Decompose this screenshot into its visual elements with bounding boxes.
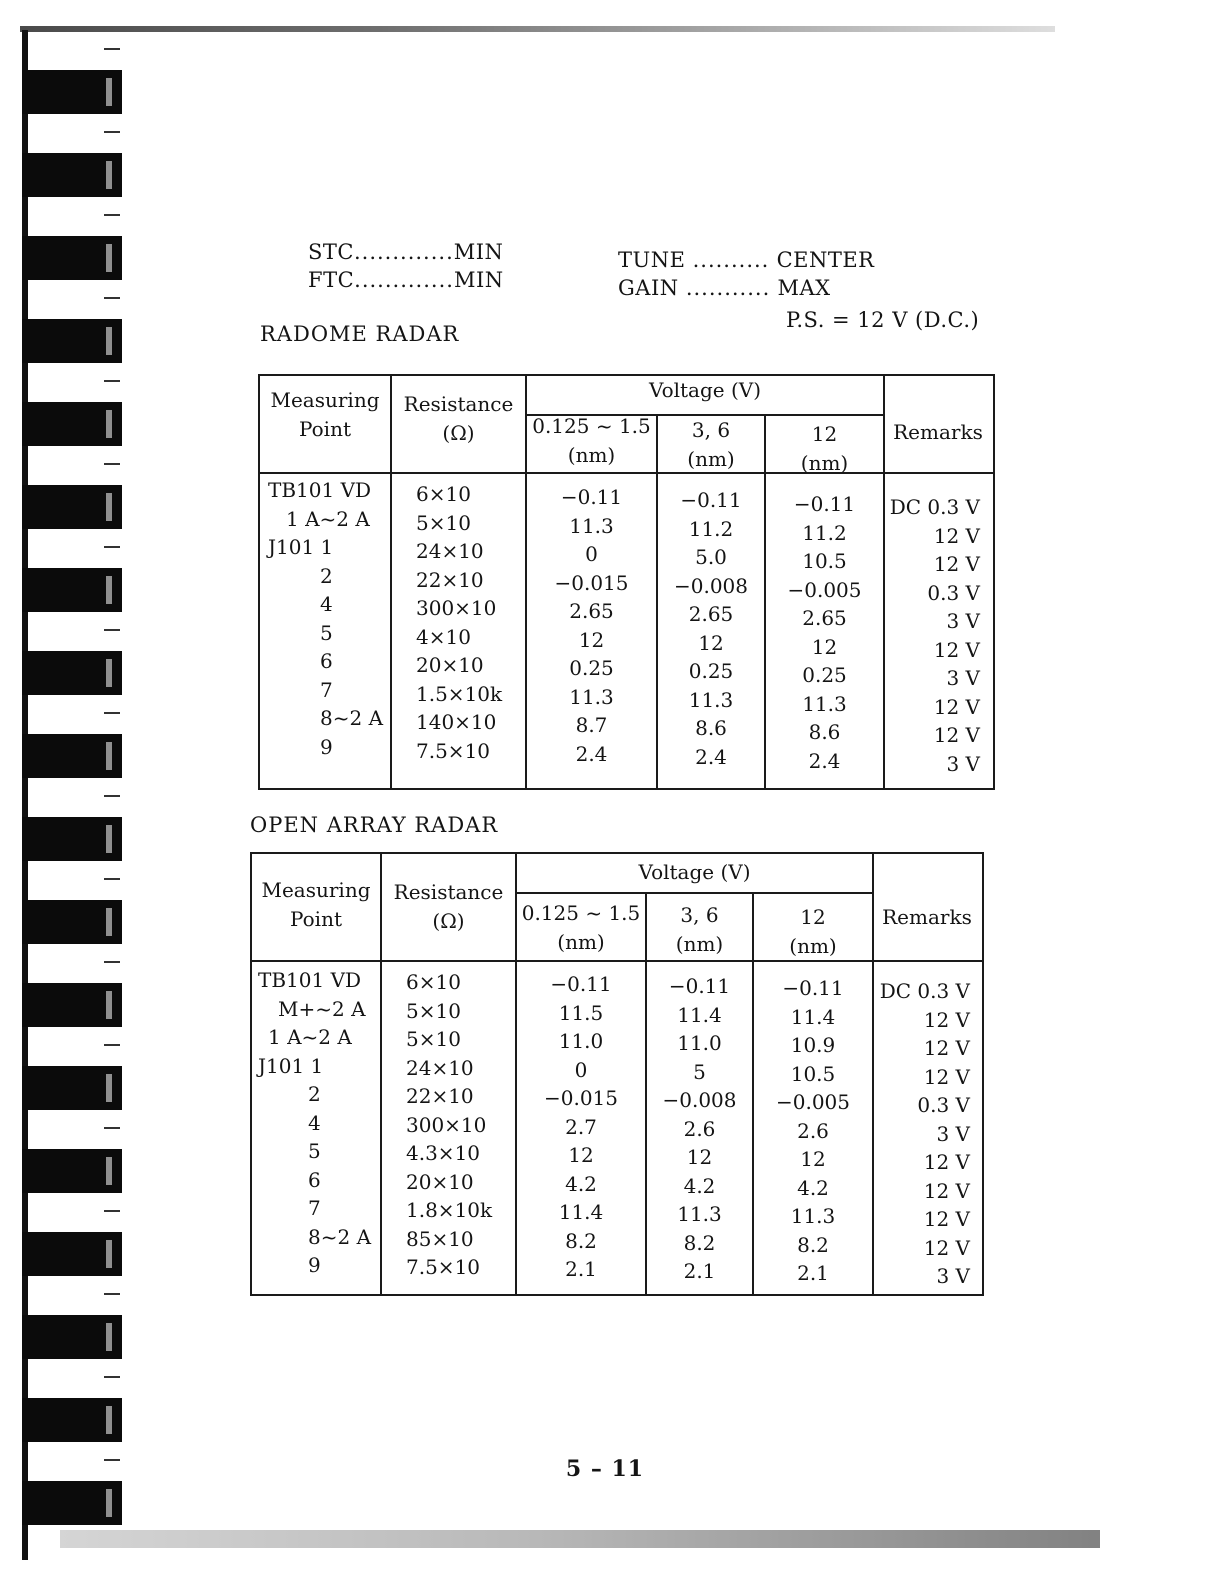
table-cell: 12 bbox=[568, 1143, 594, 1167]
table-cell: −0.11 bbox=[782, 976, 844, 1000]
table-cell: 11.4 bbox=[558, 1200, 604, 1224]
binding-ring bbox=[22, 402, 122, 446]
table-cell: 7.5×10 bbox=[406, 1255, 481, 1279]
binding-tick bbox=[104, 1376, 120, 1378]
table-cell: 5 bbox=[308, 1139, 321, 1163]
table-cell: 8.6 bbox=[695, 716, 727, 740]
table-cell: 2.6 bbox=[797, 1118, 829, 1143]
table-cell: 300×10 bbox=[416, 596, 497, 620]
binding-tick bbox=[104, 297, 120, 299]
binding-tick bbox=[104, 1293, 120, 1295]
spiral-binding bbox=[0, 30, 122, 1560]
table-cell: 2.1 bbox=[565, 1257, 597, 1281]
radome-table bbox=[258, 374, 995, 790]
radome-header-remarks: Remarks bbox=[893, 420, 983, 444]
table-cell: 11.3 bbox=[802, 691, 847, 716]
table-cell: 11.0 bbox=[558, 1029, 604, 1053]
table-cell: −0.11 bbox=[550, 972, 612, 996]
table-cell: 11.3 bbox=[569, 684, 614, 709]
table-cell: 300×10 bbox=[406, 1112, 487, 1137]
binding-tick bbox=[104, 380, 120, 382]
table-cell: J101 1 bbox=[268, 535, 334, 559]
table-cell: 85×10 bbox=[406, 1226, 474, 1251]
table-cell: 1 A~2 A bbox=[268, 1025, 352, 1049]
table-cell: 9 bbox=[320, 734, 333, 759]
table-cell: 12 V bbox=[923, 1007, 970, 1032]
table-cell: 3 V bbox=[946, 751, 980, 776]
table-cell: 3 V bbox=[946, 666, 980, 690]
table-cell: 6 bbox=[308, 1167, 321, 1192]
open-array-col-point bbox=[258, 966, 378, 1280]
table-cell: M+~2 A bbox=[278, 996, 366, 1021]
table-cell: 8~2 A bbox=[320, 706, 384, 730]
table-cell: 3 V bbox=[936, 1121, 970, 1146]
binding-ring bbox=[22, 651, 122, 695]
radome-header-v1: 0.125 ~ 1.5 (nm) bbox=[532, 414, 651, 467]
binding-ring bbox=[22, 153, 122, 197]
table-cell: TB101 VD bbox=[258, 968, 362, 992]
table-cell: 12 V bbox=[923, 1064, 970, 1089]
table-cell: 12 V bbox=[933, 552, 980, 576]
binding-tick bbox=[104, 795, 120, 797]
table-cell: 11.3 bbox=[677, 1202, 722, 1226]
table-cell: 4 bbox=[320, 592, 333, 616]
table-cell: 11.3 bbox=[790, 1204, 836, 1228]
radome-col-remarks bbox=[885, 493, 980, 778]
table-cell: −0.11 bbox=[668, 974, 731, 998]
table-cell: 12 V bbox=[933, 723, 980, 747]
table-cell: 11.3 bbox=[569, 513, 614, 538]
binding-ring bbox=[22, 1315, 122, 1359]
table-cell: −0.008 bbox=[662, 1088, 737, 1112]
table-cell: 5×10 bbox=[406, 998, 461, 1023]
table-cell: 8.7 bbox=[575, 713, 608, 737]
table-cell: 20×10 bbox=[406, 1169, 474, 1194]
binding-tick bbox=[104, 1459, 120, 1461]
table-cell: 12 V bbox=[923, 1178, 970, 1203]
table-cell: 10.5 bbox=[790, 1061, 836, 1086]
table-cell: 7.5×10 bbox=[416, 738, 491, 763]
binding-ring bbox=[22, 1398, 122, 1442]
table-cell: 3 V bbox=[946, 609, 980, 633]
open-array-title: OPEN ARRAY RADAR bbox=[250, 813, 499, 837]
radome-col-v3 bbox=[766, 490, 883, 775]
table-cell: 5×10 bbox=[406, 1027, 461, 1051]
radome-header-voltage: Voltage (V) bbox=[648, 378, 762, 402]
table-cell: 2.4 bbox=[808, 748, 841, 773]
param-stc: STC.............MIN bbox=[308, 240, 504, 264]
table-cell: 2.65 bbox=[688, 602, 734, 626]
binding-tick bbox=[104, 463, 120, 465]
table-cell: 12 bbox=[698, 630, 724, 655]
binding-tick bbox=[104, 131, 120, 133]
table-cell: DC 0.3 V bbox=[879, 979, 970, 1003]
radome-header-resistance: Resistance (Ω) bbox=[403, 392, 514, 445]
binding-tick bbox=[104, 48, 120, 50]
radome-header-v3: 12 (nm) bbox=[800, 422, 849, 475]
table-cell: 1.8×10k bbox=[406, 1198, 493, 1222]
table-cell: −0.11 bbox=[793, 492, 856, 516]
scan-bottom-edge bbox=[60, 1530, 1100, 1548]
table-cell: 12 V bbox=[933, 523, 980, 548]
param-ftc: FTC.............MIN bbox=[308, 268, 504, 292]
table-cell: −0.11 bbox=[560, 485, 623, 509]
table-cell: 2.4 bbox=[575, 741, 608, 766]
open-array-header-point: Measuring Point bbox=[261, 878, 371, 931]
open-array-header-v3: 12 (nm) bbox=[789, 905, 837, 958]
table-cell: 8.2 bbox=[797, 1232, 829, 1257]
table-cell: 1 A~2 A bbox=[286, 506, 370, 531]
open-array-col-resistance bbox=[406, 968, 515, 1282]
table-cell: 11.5 bbox=[558, 1000, 604, 1025]
open-array-col-v3 bbox=[754, 974, 872, 1288]
table-cell: 2.65 bbox=[802, 606, 847, 630]
table-cell: 2.1 bbox=[683, 1259, 716, 1283]
binding-tick bbox=[104, 878, 120, 880]
radome-header-point: Measuring Point bbox=[270, 388, 380, 441]
table-cell: 11.2 bbox=[688, 516, 734, 541]
table-cell: 4×10 bbox=[416, 624, 471, 649]
table-cell: 8~2 A bbox=[308, 1224, 372, 1249]
binding-tick bbox=[104, 712, 120, 714]
table-cell: −0.008 bbox=[673, 573, 748, 598]
table-cell: 0.25 bbox=[688, 659, 734, 683]
table-cell: −0.015 bbox=[554, 570, 629, 595]
table-cell: 8.6 bbox=[808, 720, 841, 744]
table-cell: 4.2 bbox=[797, 1175, 829, 1200]
binding-tick bbox=[104, 1044, 120, 1046]
table-cell: 12 V bbox=[923, 1150, 970, 1174]
table-cell: 2 bbox=[308, 1082, 321, 1106]
table-cell: 7 bbox=[320, 677, 333, 702]
binding-ring bbox=[22, 1481, 122, 1525]
binding-tick bbox=[104, 214, 120, 216]
table-cell: 12 V bbox=[923, 1036, 970, 1060]
table-cell: 2.65 bbox=[569, 599, 614, 623]
table-cell: −0.005 bbox=[787, 577, 862, 602]
binding-ring bbox=[22, 1232, 122, 1276]
table-cell: TB101 VD bbox=[268, 478, 372, 502]
binding-ring bbox=[22, 1149, 122, 1193]
radome-col-v1 bbox=[527, 483, 656, 768]
binding-tick bbox=[104, 961, 120, 963]
open-array-header-resistance: Resistance (Ω) bbox=[393, 880, 504, 933]
table-cell: 5×10 bbox=[416, 510, 471, 535]
radome-col-v2 bbox=[658, 486, 764, 771]
binding-tick bbox=[104, 1127, 120, 1129]
power-supply: P.S. = 12 V (D.C.) bbox=[786, 308, 980, 332]
open-array-header-v2: 3, 6 (nm) bbox=[675, 903, 724, 956]
open-array-header-remarks: Remarks bbox=[882, 905, 972, 929]
table-cell: 11.0 bbox=[677, 1031, 722, 1055]
table-cell: 12 V bbox=[933, 694, 980, 719]
table-cell: −0.11 bbox=[680, 488, 742, 512]
table-cell: −0.015 bbox=[543, 1086, 618, 1110]
table-cell: 11.3 bbox=[688, 687, 734, 712]
open-array-header-v1: 0.125 ~ 1.5 (nm) bbox=[521, 901, 641, 954]
table-cell: 4.2 bbox=[565, 1171, 597, 1196]
scan-top-edge bbox=[20, 26, 1055, 32]
binding-tick bbox=[104, 629, 120, 631]
table-cell: 6 bbox=[320, 649, 333, 673]
table-cell: 6×10 bbox=[406, 970, 461, 994]
table-cell: 0 bbox=[585, 542, 598, 566]
table-cell: 5 bbox=[693, 1059, 706, 1084]
open-array-col-v2 bbox=[647, 972, 752, 1286]
binding-ring bbox=[22, 485, 122, 529]
table-cell: 0.3 V bbox=[927, 580, 980, 605]
table-cell: 4.2 bbox=[683, 1173, 716, 1198]
binding-ring bbox=[22, 983, 122, 1027]
table-cell: 12 bbox=[811, 634, 838, 659]
table-cell: 10.9 bbox=[790, 1033, 836, 1057]
table-cell: DC 0.3 V bbox=[889, 495, 980, 519]
binding-tick bbox=[104, 1210, 120, 1212]
open-array-col-v1 bbox=[517, 970, 645, 1284]
table-cell: 22×10 bbox=[416, 567, 484, 592]
table-cell: −0.005 bbox=[775, 1090, 850, 1114]
binding-ring bbox=[22, 734, 122, 778]
binding-ring bbox=[22, 236, 122, 280]
radome-col-point bbox=[268, 476, 388, 761]
table-cell: 24×10 bbox=[406, 1055, 474, 1080]
table-cell: 140×10 bbox=[416, 710, 497, 734]
table-cell: 10.5 bbox=[802, 549, 847, 573]
table-cell: 0.25 bbox=[569, 656, 614, 680]
table-cell: 2.6 bbox=[683, 1116, 716, 1141]
table-cell: 0 bbox=[574, 1057, 588, 1082]
table-cell: 8.2 bbox=[683, 1230, 716, 1255]
table-cell: 4 bbox=[308, 1110, 321, 1135]
table-cell: 12 V bbox=[923, 1207, 970, 1231]
radome-col-resistance bbox=[416, 480, 525, 765]
table-cell: 11.4 bbox=[677, 1002, 722, 1027]
table-cell: 0.3 V bbox=[917, 1093, 970, 1117]
binding-ring bbox=[22, 568, 122, 612]
open-array-table bbox=[250, 852, 984, 1296]
binding-ring bbox=[22, 70, 122, 114]
table-cell: 11.2 bbox=[802, 520, 847, 545]
binding-ring bbox=[22, 319, 122, 363]
binding-tick bbox=[104, 546, 120, 548]
table-cell: 6×10 bbox=[416, 482, 471, 506]
table-cell: 12 V bbox=[923, 1235, 970, 1260]
table-cell: 2.4 bbox=[695, 744, 727, 769]
radome-header-v2: 3, 6 (nm) bbox=[687, 418, 735, 471]
table-cell: 2.1 bbox=[797, 1261, 829, 1285]
table-cell: 8.2 bbox=[565, 1228, 597, 1253]
table-cell: 1.5×10k bbox=[416, 681, 503, 706]
binding-ring bbox=[22, 900, 122, 944]
table-cell: 12 bbox=[578, 627, 605, 652]
table-cell: J101 1 bbox=[258, 1053, 324, 1078]
binding-ring bbox=[22, 1066, 122, 1110]
open-array-col-remarks bbox=[874, 977, 970, 1291]
table-cell: 24×10 bbox=[416, 539, 484, 563]
table-cell: 20×10 bbox=[416, 653, 484, 677]
table-cell: 3 V bbox=[936, 1264, 970, 1288]
table-cell: 22×10 bbox=[406, 1084, 474, 1108]
open-array-header-voltage: Voltage (V) bbox=[638, 860, 751, 884]
table-cell: 12 bbox=[686, 1145, 713, 1169]
table-cell: 2.7 bbox=[565, 1114, 597, 1139]
table-cell: 5 bbox=[320, 620, 333, 645]
table-cell: 2 bbox=[320, 563, 333, 588]
table-cell: 11.4 bbox=[790, 1004, 836, 1029]
param-tune: TUNE .......... CENTER bbox=[618, 248, 875, 272]
table-cell: 9 bbox=[308, 1253, 321, 1277]
table-cell: 7 bbox=[308, 1196, 321, 1220]
param-gain: GAIN ........... MAX bbox=[618, 276, 831, 300]
table-cell: 12 V bbox=[933, 637, 980, 662]
page-number: 5 – 11 bbox=[565, 1456, 645, 1482]
binding-ring bbox=[22, 817, 122, 861]
table-cell: 4.3×10 bbox=[406, 1141, 481, 1165]
table-cell: 12 bbox=[800, 1147, 826, 1171]
table-cell: 0.25 bbox=[802, 663, 847, 687]
radome-title: RADOME RADAR bbox=[260, 322, 460, 346]
table-cell: 5.0 bbox=[695, 545, 727, 569]
